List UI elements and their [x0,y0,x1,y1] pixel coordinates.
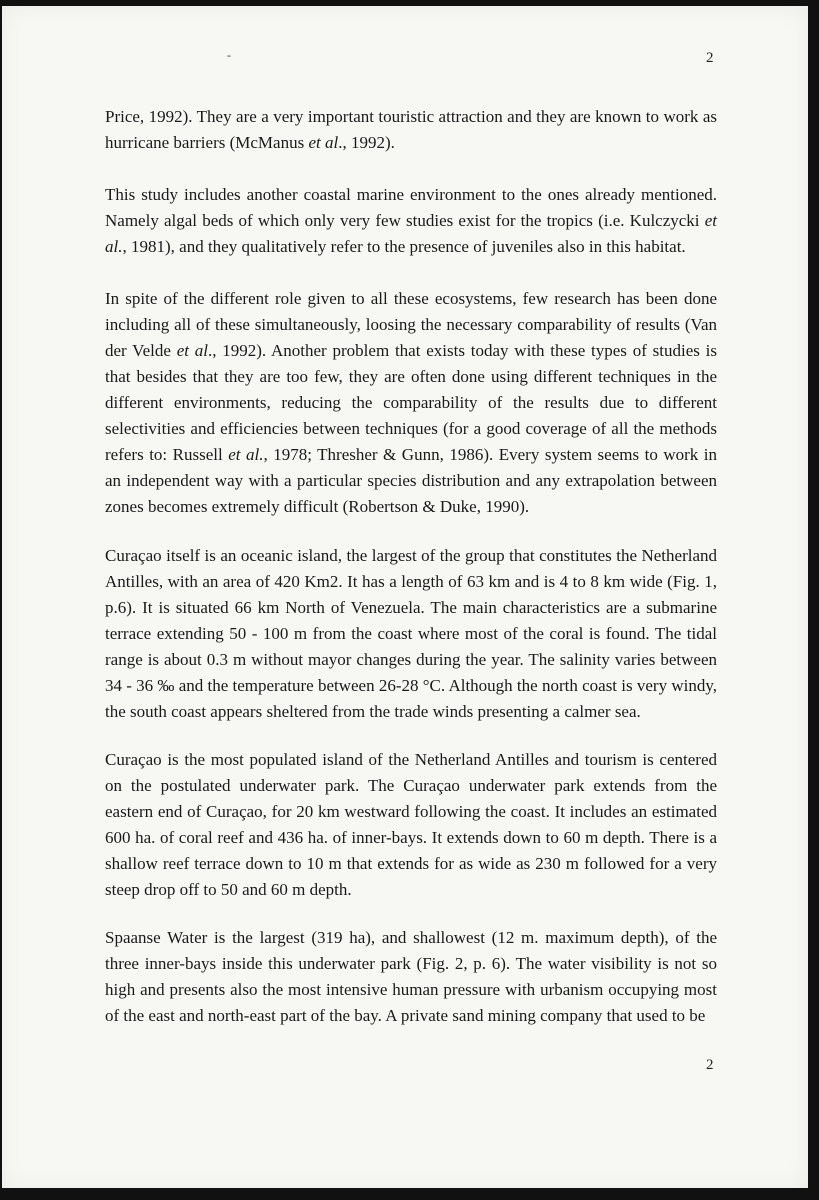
page-number-bottom: 2 [706,1057,714,1073]
text-run: ., 1992). [338,133,395,152]
paragraph-3 [105,286,717,520]
text-run: In spite of the different role given to all these ecosystems, few research has been done including all of these simultaneously, loosing the necessary comparability of results (Van der Velde [105,289,717,360]
text-run: , 1981), and they qualitatively refer to the presence of juveniles also in this habitat. [122,237,686,256]
text-run: ., 1992). Another problem that exists today with these types of studies is that besides that they are too few, they are often done using different techniques in the different environments, reducing the comparability of the results due to different selectivities and efficiencies between techniques (for a good coverage of all the methods refers to: Russell [105,341,717,464]
italic-citation: et al. [105,211,717,256]
italic-citation: et al [308,133,339,152]
text-run: Spaanse Water is the largest (319 ha), and shallowest (12 m. maximum depth), of the three inner-bays inside this underwater park (Fig. 2, p. 6). The water visibility is not so high and presents also the most intensive human pressure with urbanism occupying most of the east and north-east part of the bay. A private sand mining company that used to be [105,928,717,1025]
paragraph-5 [105,747,717,903]
text-run: Curaçao itself is an oceanic island, the largest of the group that constitutes the Netherland Antilles, with an area of 420 Km2. It has a length of 63 km and is 4 to 8 km wide (Fig. 1, p.6). It is situated 66 km North of Venezuela. The main characteristics are a submarine terrace extending 50 - 100 m from the coast where most of the coral is found. The tidal range is about 0.3 m without mayor changes during the year. The salinity varies between 34 - 36 ‰ and the temperature between 26-28 °C. Although the north coast is very windy, the south coast appears sheltered from the trade winds presenting a calmer sea. [105,546,717,721]
paragraph-1 [105,104,717,156]
paragraph-6 [105,925,717,1029]
text-run: , 1978; Thresher & Gunn, 1986). Every system seems to work in an independent way with a particular species distribution and any extrapolation between zones becomes extremely difficult (Robertson & Duke, 1990). [105,445,717,516]
document-page [2,6,808,1188]
paragraph-4 [105,543,717,725]
italic-citation: et al [176,341,208,360]
page-number-top: 2 [706,50,714,66]
paragraph-2 [105,182,717,260]
text-run: This study includes another coastal marine environment to the ones already mentioned. Namely algal beds of which only very few studies exist for the tropics (i.e. Kulczycki [105,185,717,230]
italic-citation: et al. [228,445,264,464]
text-run: Curaçao is the most populated island of the Netherland Antilles and tourism is centered on the postulated underwater park. The Curaçao underwater park extends from the eastern end of Curaçao, for 20 km westward following the coast. It includes an estimated 600 ha. of coral reef and 436 ha. of inner-bays. It extends down to 60 m depth. There is a shallow reef terrace down to 10 m that extends for as wide as 230 m followed for a very steep drop off to 50 and 60 m depth. [105,750,717,899]
text-run: Price, 1992). They are a very important touristic attraction and they are known to work as hurricane barriers (McManus [105,107,717,152]
stray-mark: - [227,48,231,62]
